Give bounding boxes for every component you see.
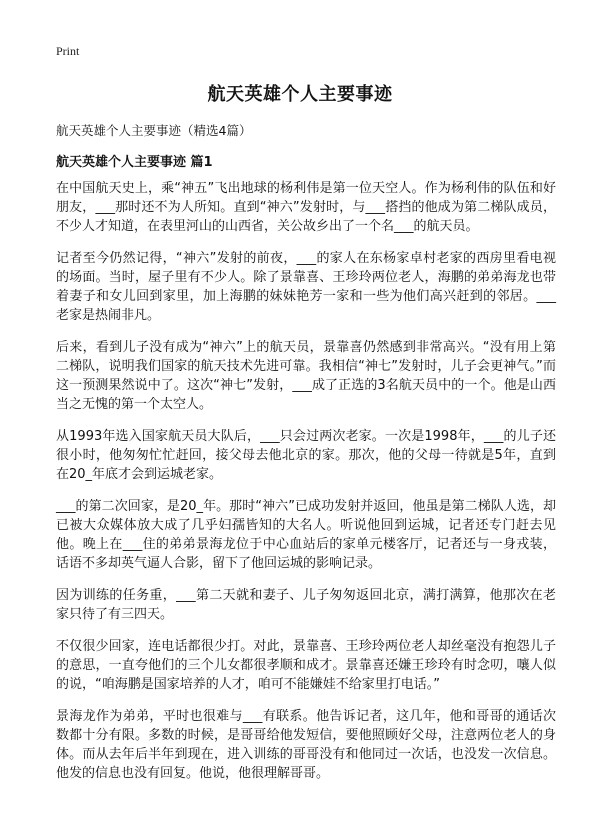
paragraph: 记者至今仍然记得，“神六”发射的前夜，___的家人在东杨家卓村老家的西房里看电视的场面。当时，屋子里有不少人。除了景靠喜、王珍玲两位老人，海鹏的弟弟海龙也带着妻子和女儿回到家里，加上海鹏的妹妹艳芳一家和一些为他们高兴赶到的邻居。___老家是热闹非凡。 — [56, 251, 556, 323]
document-subtitle: 航天英雄个人主要事迹（精选4篇） — [56, 123, 252, 138]
print-link[interactable]: Print — [56, 44, 80, 58]
section-heading: 航天英雄个人主要事迹 篇1 — [56, 155, 213, 170]
paragraph: 不仅很少回家，连电话都很少打。对此，景靠喜、王珍玲两位老人却丝毫没有抱怨儿子的意思，一直夸他们的三个儿女都很孝顺和成才。景靠喜还嫌王珍玲有时念叨，嚷人似的说，“咱海鹏是国家培养的人才，咱可不能嫌娃不给家里打电话。” — [56, 639, 556, 692]
paragraph: 因为训练的任务重，___第二天就和妻子、儿子匆匆返回北京，满打满算，他那次在老家只待了有三四天。 — [56, 588, 556, 622]
article-body — [56, 179, 556, 796]
paragraph: ___的第二次回家，是20_年。那时“神六”已成功发射并返回，他虽是第二梯队人选，却已被大众媒体放大成了几乎妇孺皆知的大名人。听说他回到运城，记者还专门赶去见他。晚上在___住的弟弟景海龙位于中心血站后的家单元楼客厅，记者还与一身戎装，话语不多却英气逼人合影，留下了他回运城的影响记录。 — [56, 499, 556, 571]
page-title: 航天英雄个人主要事迹 — [207, 84, 393, 105]
paragraph: 从1993年选入国家航天员大队后，___只会过两次老家。一次是1998年，___的儿子还很小时，他匆匆忙忙赶回，接父母去他北京的家。那次，他的父母一待就是5年，直到在20_年底才会到运城老家。 — [56, 429, 556, 482]
paragraph: 景海龙作为弟弟，平时也很难与___有联系。他告诉记者，这几年，他和哥哥的通话次数都十分有限。多数的时候，是哥哥给他发短信，要他照顾好父母，注意两位老人的身体。而从去年后半年到现在，进入训练的哥哥没有和他同过一次话，也没发一次信息。他发的信息也没有回复。他说，他很理解哥哥。 — [56, 709, 556, 781]
paragraph: 在中国航天史上，乘“神五”飞出地球的杨利伟是第一位天空人。作为杨利伟的队伍和好朋友，___那时还不为人所知。直到“神六”发射时，与___搭挡的他成为第二梯队成员，不少人才知道，在表里河山的山西省，关公故乡出了一个名___的航天员。 — [56, 181, 556, 234]
paragraph: 后来，看到儿子没有成为“神六”上的航天员，景靠喜仍然感到非常高兴。“没有用上第二梯队，说明我们国家的航天技术先进可靠。我相信“神七”发射时，儿子会更神气。”而这一预测果然说中了。这次“神七”发射，___成了正选的3名航天员中的一个。他是山西当之无愧的第一个太空人。 — [56, 340, 556, 412]
